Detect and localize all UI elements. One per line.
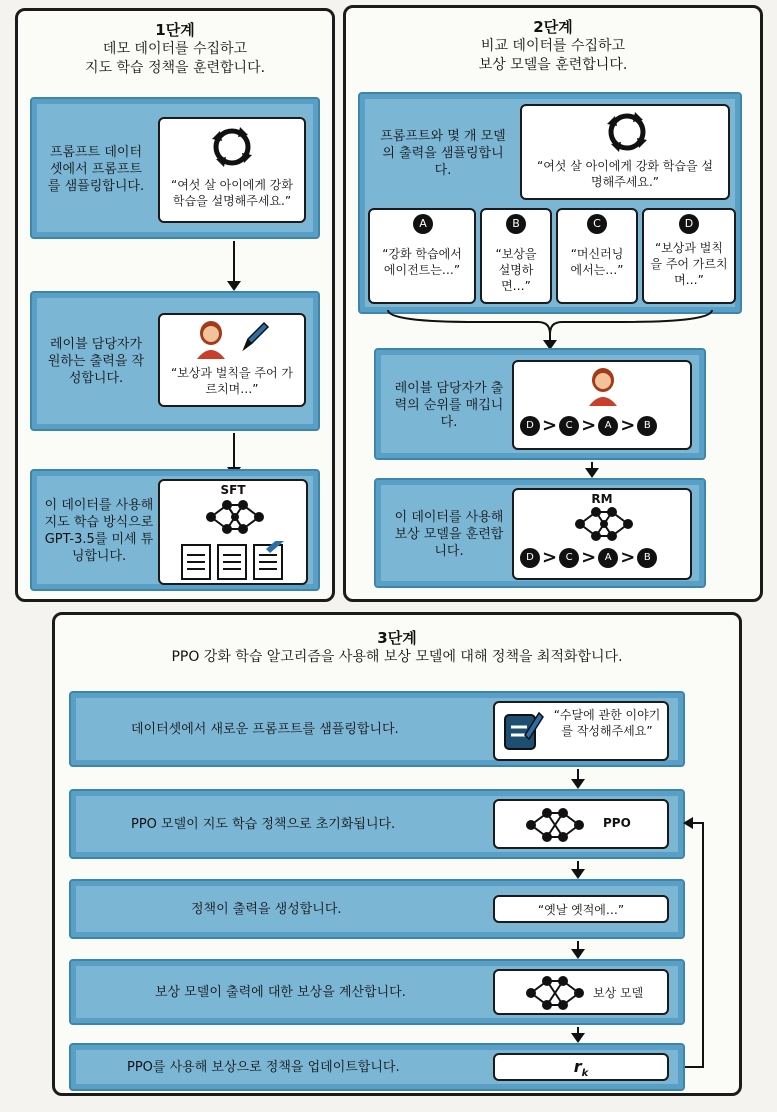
arrow-down — [549, 334, 551, 348]
output-text-d: “보상과 벌칙을 주어 가르치며…” — [650, 241, 728, 287]
output-letter-d: D — [679, 214, 699, 234]
step1-box1-card — [158, 117, 306, 223]
step1-title: 1단계 — [155, 21, 195, 39]
rank-4: B — [637, 548, 657, 568]
step3-row4-card — [493, 969, 669, 1015]
step3-row3-quote: “옛날 옛적에…” — [537, 903, 625, 917]
output-card-a — [368, 208, 476, 304]
notepad-pencil-icon — [501, 709, 545, 753]
arrow-down — [233, 241, 235, 289]
step3-row3-card — [493, 895, 669, 923]
step3-row5-label: PPO를 사용해 보상으로 정책을 업데이트합니다. — [127, 1059, 400, 1075]
step2-subtitle-1: 비교 데이터를 수집하고 — [480, 38, 626, 54]
step3-row1-label: 데이터셋에서 새로운 프롬프트를 샘플링합니다. — [131, 721, 399, 737]
output-letter-c: C — [587, 214, 607, 234]
neural-network-icon — [574, 506, 634, 542]
step1-box3-label: 이 데이터를 사용해 지도 학습 방식으로 GPT-3.5를 미세 튜닝합니다. — [44, 498, 154, 564]
step1-panel — [15, 8, 335, 602]
output-card-c — [556, 208, 638, 304]
output-text-a: “강화 학습에서 에이전트는…” — [382, 247, 462, 277]
step3-row-reward — [69, 959, 685, 1025]
step1-box-labeler-writes — [30, 291, 320, 431]
neural-network-icon — [525, 975, 585, 1011]
step3-row5-card — [493, 1053, 669, 1081]
reward-subscript: k — [581, 1068, 589, 1080]
step1-box1-quote: “여섯 살 아이에게 강화 학습을 설명해주세요.” — [171, 178, 293, 208]
step1-box3-card — [158, 479, 308, 585]
rm-label: RM — [591, 492, 613, 506]
arrow-down — [591, 462, 593, 476]
labeler-person-icon — [194, 319, 228, 359]
step3-row1-card — [493, 701, 669, 761]
cycle-arrows-icon — [605, 110, 649, 154]
step1-subtitle-2: 지도 학습 정책을 훈련합니다. — [84, 60, 266, 76]
step2-box-sample-outputs — [358, 92, 742, 314]
labeler-person-icon — [586, 366, 620, 406]
step3-row3-label: 정책이 출력을 생성합니다. — [191, 901, 342, 917]
step3-row2-label: PPO 모델이 지도 학습 정책으로 초기화됩니다. — [131, 816, 396, 832]
documents-icon — [180, 541, 290, 581]
rank-3: A — [598, 416, 618, 436]
step3-row-update — [69, 1043, 685, 1091]
step3-panel — [52, 612, 742, 1096]
step1-box1-label: 프롬프트 데이터셋에서 프롬프트를 샘플링합니다. — [47, 144, 145, 194]
sft-label: SFT — [220, 483, 246, 497]
step2-box3-label: 이 데이터를 사용해 보상 모델을 훈련합니다. — [394, 509, 504, 559]
step1-box2-label: 레이블 담당자가 원하는 출력을 작성합니다. — [47, 336, 145, 386]
rank-2: C — [559, 416, 579, 436]
step3-row-ppo-init — [69, 789, 685, 859]
step3-subtitle: PPO 강화 학습 알고리즘을 사용해 보상 모델에 대해 정책을 최적화합니다. — [171, 649, 623, 665]
step2-box3-card — [512, 488, 692, 580]
ppo-label: PPO — [603, 816, 631, 830]
step2-box-train-rm — [374, 478, 706, 588]
step2-box2-card — [512, 360, 692, 450]
step1-box2-card — [158, 313, 306, 407]
output-letter-b: B — [506, 214, 526, 234]
step1-subtitle-1: 데모 데이터를 수집하고 — [102, 41, 248, 57]
rank-3: A — [598, 548, 618, 568]
step2-box1-card — [520, 104, 730, 200]
rank-2: C — [559, 548, 579, 568]
step1-box-finetune — [30, 469, 320, 591]
output-card-b — [480, 208, 552, 304]
output-card-d — [642, 208, 736, 304]
step3-row1-quote: “수달에 관한 이야기를 작성해주세요” — [553, 708, 661, 738]
neural-network-icon — [525, 807, 585, 843]
ranking-row: D > C > A > B — [520, 416, 657, 436]
reward-model-label: 보상 모델 — [593, 986, 644, 1000]
rank-1: D — [520, 416, 540, 436]
step1-box-sample-prompt — [30, 97, 320, 239]
step2-header — [346, 18, 760, 75]
ranking-row: D > C > A > B — [520, 548, 657, 568]
step1-header — [18, 21, 332, 78]
output-text-c: “머신러닝 에서는…” — [570, 247, 624, 277]
step3-row-sample — [69, 691, 685, 767]
step3-row2-card — [493, 799, 669, 849]
step2-subtitle-2: 보상 모델을 훈련합니다. — [478, 57, 628, 73]
step2-title: 2단계 — [533, 18, 573, 36]
step1-box2-quote: “보상과 벌칙을 주어 가르치며…” — [171, 366, 293, 396]
pencil-icon — [238, 319, 272, 353]
cycle-arrows-icon — [210, 125, 254, 169]
step3-row-generate — [69, 879, 685, 939]
arrow-down — [577, 769, 579, 787]
step2-box1-label: 프롬프트와 몇 개 모델의 출력을 샘플링합니다. — [380, 128, 506, 178]
neural-network-icon — [205, 499, 265, 535]
arrow-down — [577, 861, 579, 877]
feedback-loop-arrow — [683, 815, 713, 1085]
step3-row4-label: 보상 모델이 출력에 대한 보상을 계산합니다. — [155, 984, 406, 1000]
reward-symbol: r — [573, 1057, 582, 1076]
step2-box2-label: 레이블 담당자가 출력의 순위를 매깁니다. — [394, 380, 504, 430]
step2-box1-quote: “여섯 살 아이에게 강화 학습을 설명해주세요.” — [537, 159, 713, 189]
rank-4: B — [637, 416, 657, 436]
output-text-b: “보상을 설명하면…” — [495, 247, 537, 293]
arrow-down — [577, 941, 579, 957]
step2-box-ranking — [374, 348, 706, 460]
reward-rk — [495, 1057, 667, 1079]
arrow-down — [577, 1027, 579, 1041]
step2-panel — [343, 5, 763, 602]
output-letter-a: A — [413, 214, 433, 234]
step3-header — [55, 629, 739, 667]
rank-1: D — [520, 548, 540, 568]
step3-title: 3단계 — [377, 629, 417, 647]
